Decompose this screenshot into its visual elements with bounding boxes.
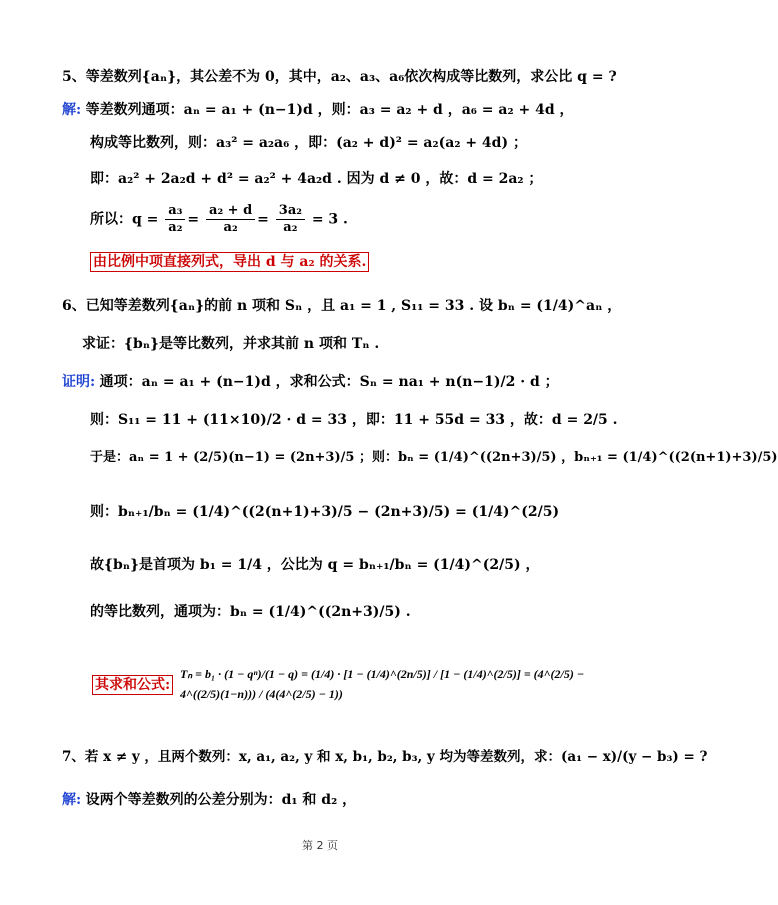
q6-p2: 则：S₁₁ = 11 + (11×10)/2 · d = 33 ，即：11 + 55d = 33 ，故：d = 2/5 . <box>90 412 618 428</box>
q7-prompt: 7、若 x ≠ y ，且两个数列：x, a₁, a₂, y 和 x, b₁, b₂, b₃, y 均为等差数列，求：(a₁ − x)/(y − b₃) = ? <box>62 749 708 765</box>
q6-prompt: 6、已知等差数列{aₙ}的前 n 项和 Sₙ ，且 a₁ = 1 , S₁₁ = 33 . 设 bₙ = (1/4)^aₙ ， <box>62 298 622 314</box>
q6-proof-line1 <box>62 373 559 391</box>
q5-line3: 即：a₂² + 2a₂d + d² = a₂² + 4a₂d . 因为 d ≠ 0 ，故：d = 2a₂ ； <box>90 171 543 187</box>
q5-prompt: 5、等差数列{aₙ}，其公差不为 0，其中，a₂、a₃、a₆依次构成等比数列，求公比 q = ? <box>62 69 617 85</box>
sum-label: 其求和公式: <box>92 675 173 695</box>
fraction <box>206 203 255 236</box>
numerator: a₂ + d <box>206 203 255 220</box>
q5-q-prefix: 所以：q = <box>90 211 159 228</box>
q5-solution-line1 <box>62 101 573 119</box>
denominator: a₂ <box>283 220 298 235</box>
numerator: a₃ <box>165 203 185 220</box>
denominator: a₂ <box>223 220 238 235</box>
q6-p1: 通项：aₙ = a₁ + (n−1)d ，求和公式：Sₙ = na₁ + n(n−1)/2 · d ； <box>99 374 559 390</box>
q6-p3: 于是：aₙ = 1 + (2/5)(n−1) = (2n+3)/5 ；则：bₙ = (1/4)^((2n+3)/5) ，bₙ₊₁ = (1/4)^((2(n+1)+3)/5) <box>90 450 778 465</box>
q6-sum-line <box>92 676 173 694</box>
solution-label: 解: <box>62 792 82 808</box>
q6-prove: 求证：{bₙ}是等比数列，并求其前 n 项和 Tₙ . <box>82 336 380 352</box>
fraction <box>276 203 305 236</box>
page-footer: 第 2 页 <box>302 839 338 852</box>
solution-label: 解: <box>62 102 82 118</box>
q6-p5: 故{bₙ}是首项为 b₁ = 1/4 ，公比为 q = bₙ₊₁/bₙ = (1/4)^(2/5) ， <box>90 557 540 573</box>
q5-note: 由比例中项直接列式，导出 d 与 a₂ 的关系. <box>90 252 369 272</box>
sum-formula: Tₙ = b₁ · (1 − qⁿ)/(1 − q) = (1/4) · [1 − (1/4)^(2n/5)] / [1 − (1/4)^(2/5)] = (4^(2/5) − 4^((2/5)(1−n))) / (4(4^(2/5) − 1)) <box>180 667 585 701</box>
q5-line4: 所以：q = $\frac{\text{a₃}}{\text{a₂}}$ = $\frac{\text{a₂ + d}}{\text{a₂}}$ = $\frac{\text{3a₂}}{\text{a₂}}$ = 3 . <box>90 203 348 235</box>
q7-solution-line1 <box>62 791 356 809</box>
q6-p4: 则：bₙ₊₁/bₙ = (1/4)^((2(n+1)+3)/5 − (2n+3)/5) = (1/4)^(2/5) <box>90 504 560 520</box>
fraction <box>165 203 185 236</box>
q5-line2: 构成等比数列，则：a₃² = a₂a₆ ，即：(a₂ + d)² = a₂(a₂ + 4d) ； <box>90 135 527 151</box>
q5-result: = 3 . <box>311 211 348 228</box>
q5-note-box <box>90 253 369 271</box>
q5-line1: 等差数列通项：aₙ = a₁ + (n−1)d ，则：a₃ = a₂ + d ，a₆ = a₂ + 4d ， <box>85 102 574 118</box>
q6-p6: 的等比数列，通项为：bₙ = (1/4)^((2n+3)/5) . <box>90 604 411 620</box>
denominator: a₂ <box>168 220 183 235</box>
proof-label: 证明: <box>62 374 96 390</box>
numerator: 3a₂ <box>276 203 305 220</box>
q7-line1: 设两个等差数列的公差分别为：d₁ 和 d₂ ， <box>85 792 357 808</box>
